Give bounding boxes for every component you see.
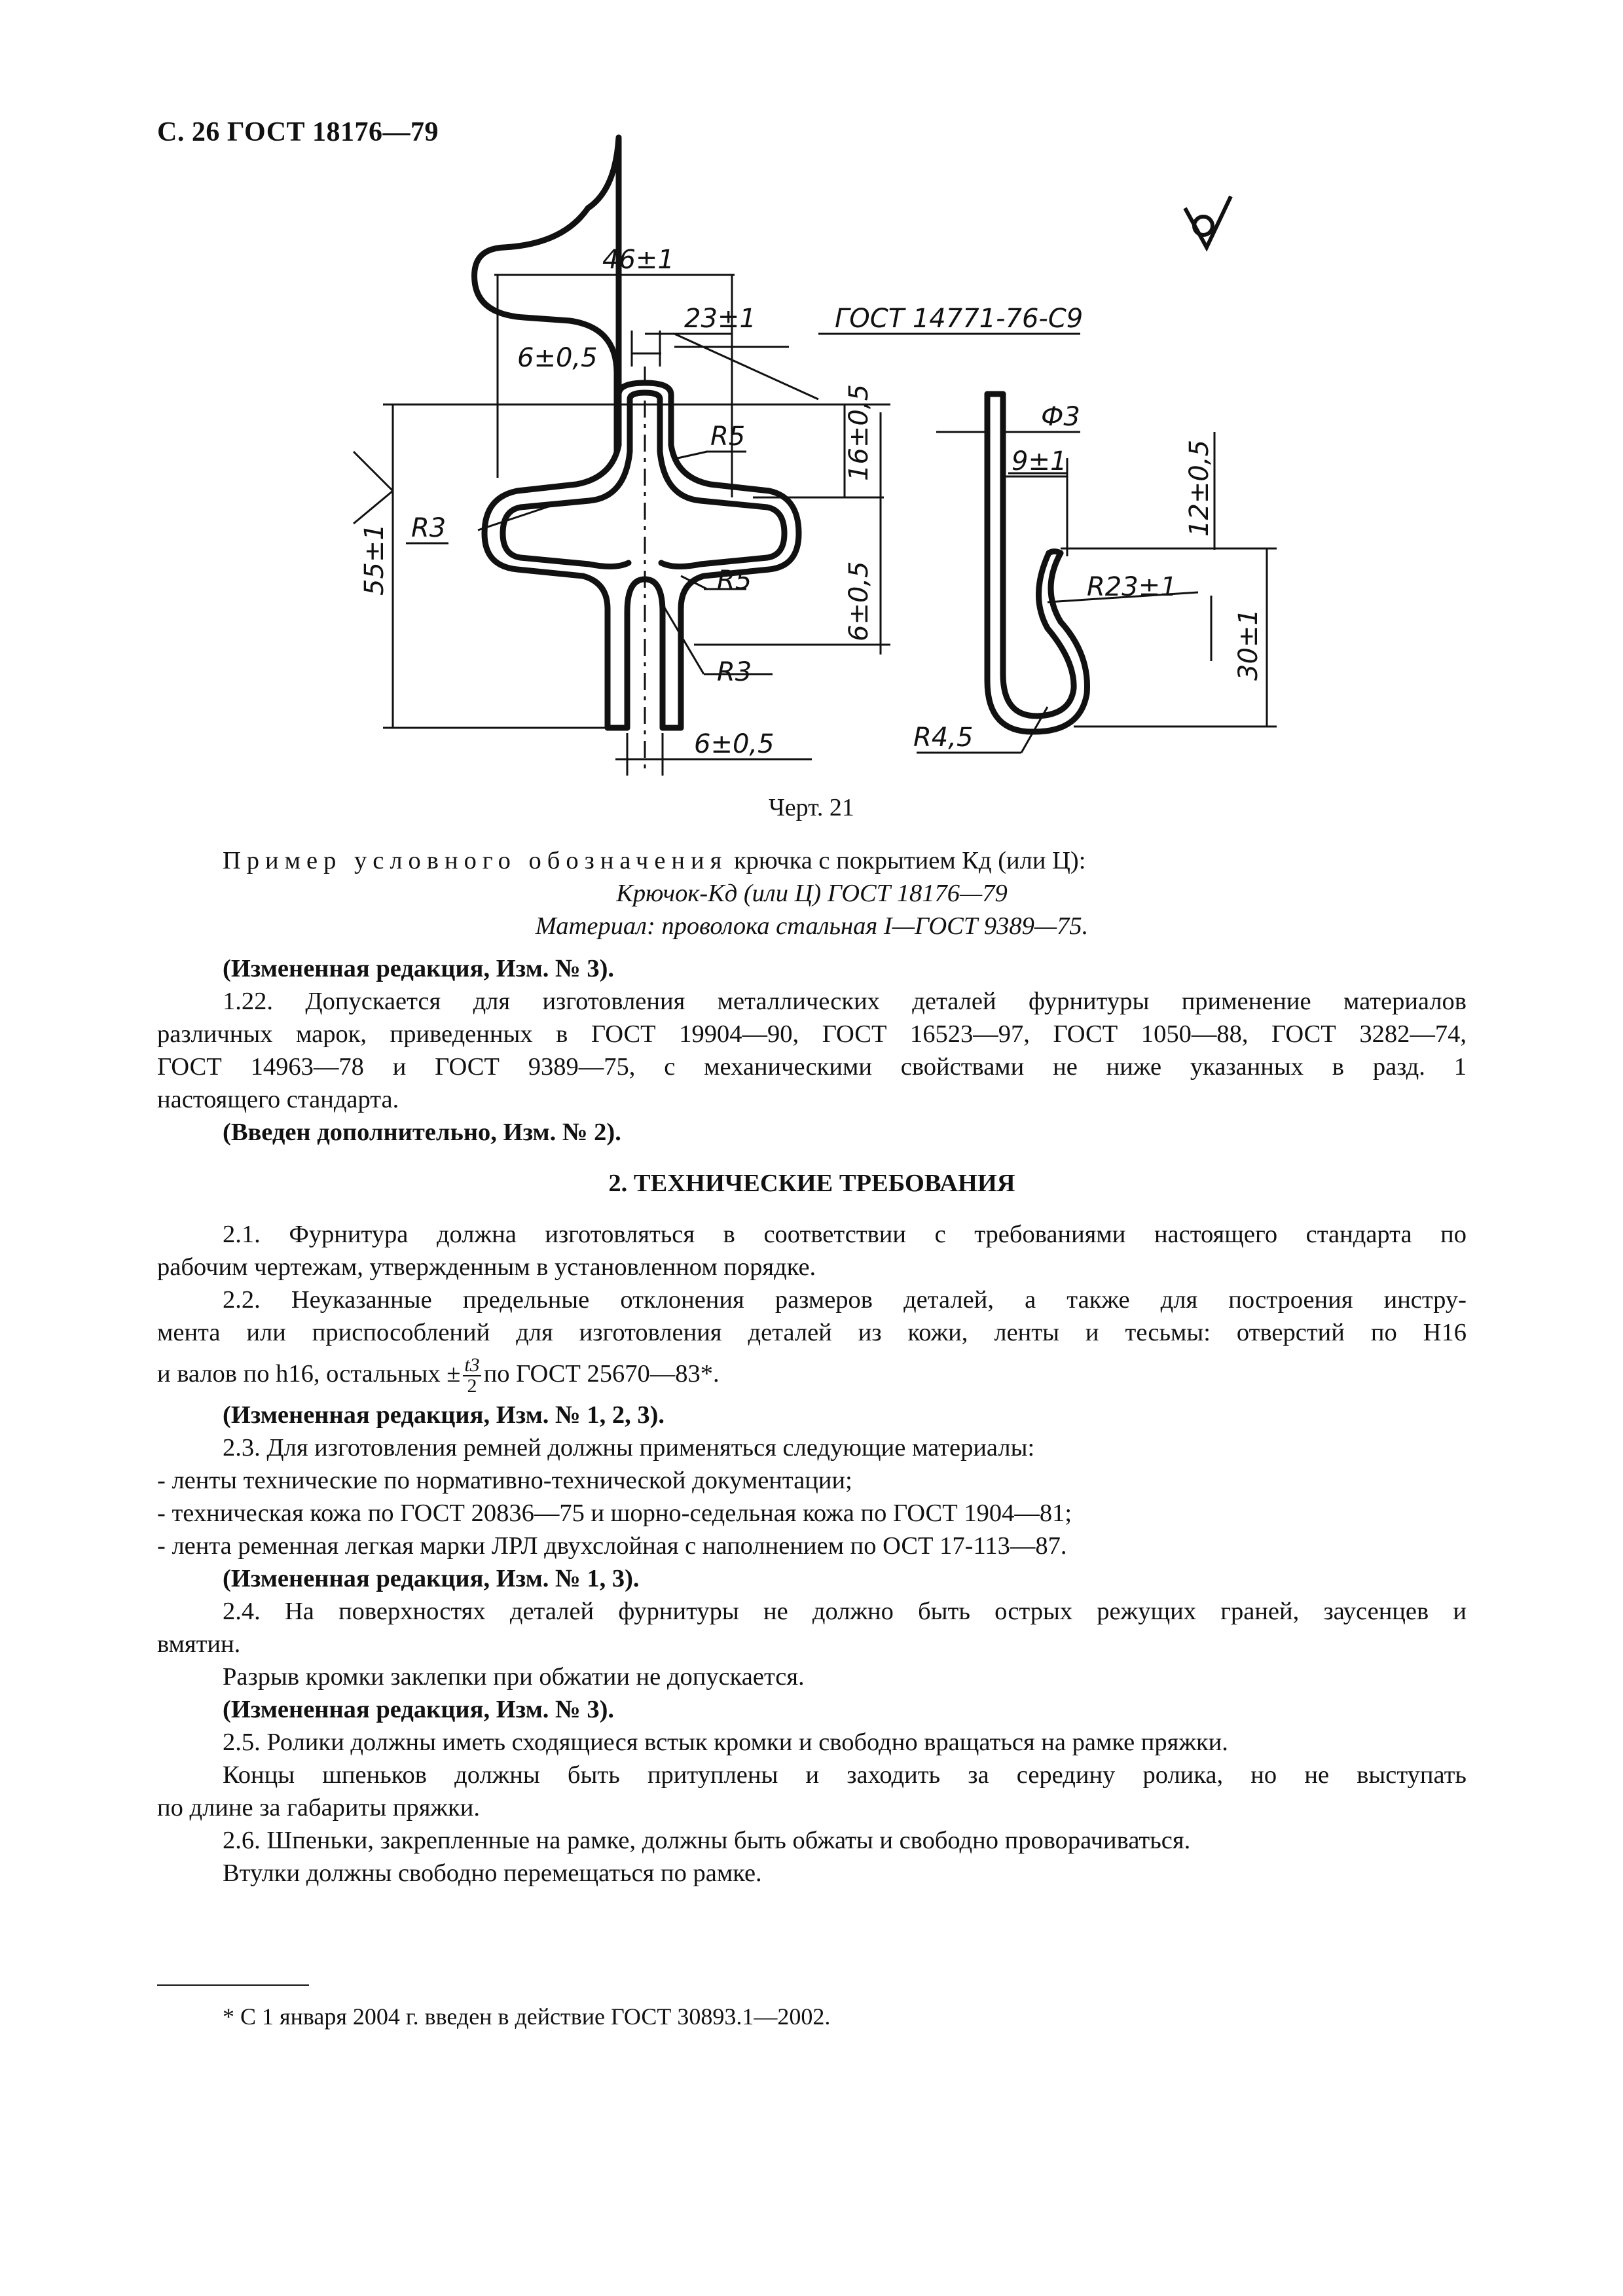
gost-wire-label: ГОСТ 14771-76-С9 (835, 304, 1084, 334)
amendment-1: (Измененная редакция, Изм. № 3). (223, 955, 615, 982)
para-1-22-a: 1.22. Допускается для изготовления металлических деталей фурнитуры применение материалов (223, 988, 1467, 1015)
para-2-3: 2.3. Для изготовления ремней должны применяться следующие материалы: (223, 1434, 1035, 1462)
para-2-2-b: мента или приспособлений для изготовления деталей из кожи, ленты и тесьмы: отверстий по Н16 (157, 1319, 1467, 1346)
footnote: * С 1 января 2004 г. введен в действие ГОСТ 30893.1—2002. (223, 2003, 831, 2030)
dim-23: 23±1 (684, 304, 756, 334)
fraction-numerator: t3 (464, 1354, 480, 1376)
amendment-2: (Введен дополнительно, Изм. № 2). (223, 1119, 621, 1146)
amendment-5: (Измененная редакция, Изм. № 3). (223, 1696, 615, 1723)
para-1-22-d: настоящего стандарта. (157, 1086, 399, 1113)
r3-lower: R3 (717, 657, 752, 687)
dim-6-top: 6±0,5 (517, 343, 598, 373)
para-2-4-c: Разрыв кромки заклепки при обжатии не допускается. (223, 1663, 805, 1691)
r23: R23±1 (1087, 572, 1177, 602)
para-2-6-a: 2.6. Шпеньки, закрепленные на рамке, должны быть обжаты и свободно проворачиваться. (223, 1827, 1191, 1854)
para-2-2-c-pre: и валов по h16, остальных ± (157, 1360, 461, 1388)
para-2-2-c (157, 1349, 1467, 1399)
r4-5: R4,5 (913, 723, 974, 753)
r3-left: R3 (411, 513, 447, 543)
para-2-6-b: Втулки должны свободно перемещаться по рамке. (223, 1859, 762, 1887)
list-item-2: - техническая кожа по ГОСТ 20836—75 и шорно-седельная кожа по ГОСТ 1904—81; (157, 1499, 1072, 1527)
example-rest: крючка с покрытием Кд (или Ц): (727, 847, 1086, 874)
amendment-3: (Измененная редакция, Изм. № 1, 2, 3). (223, 1401, 665, 1429)
r5-upper: R5 (710, 422, 746, 452)
example-line-1: Крючок-Кд (или Ц) ГОСТ 18176—79 (616, 880, 1008, 907)
technical-drawing (0, 0, 1623, 825)
para-2-2-a: 2.2. Неуказанные предельные отклонения размеров деталей, а также для построения инстру- (223, 1286, 1467, 1314)
fraction-denominator: 2 (467, 1375, 477, 1397)
para-2-5-a: 2.5. Ролики должны иметь сходящиеся встык кромки и свободно вращаться на рамке пряжки. (223, 1729, 1228, 1756)
para-2-2-c-post: по ГОСТ 25670—83*. (483, 1360, 720, 1388)
designation-example (157, 844, 1467, 942)
para-2-5-c: по длине за габариты пряжки. (157, 1794, 480, 1821)
para-2-5-b: Концы шпеньков должны быть притуплены и заходить за середину ролика, но не выступать (223, 1761, 1467, 1789)
list-item-3: - лента ременная легкая марки ЛРЛ двухслойная с наполнением по ОСТ 17-113—87. (157, 1532, 1067, 1560)
section-title: 2. ТЕХНИЧЕСКИЕ ТРЕБОВАНИЯ (608, 1170, 1015, 1197)
left-dimension-lines (354, 275, 1080, 776)
page-header: С. 26 ГОСТ 18176—79 (157, 117, 439, 147)
para-2-4-a: 2.4. На поверхностях деталей фурнитуры не должно быть острых режущих граней, заусенцев и (223, 1598, 1467, 1625)
tolerance-fraction (463, 1355, 481, 1396)
figure-caption: Черт. 21 (769, 794, 854, 821)
dim-46: 46±1 (602, 245, 674, 275)
para-2-1-b: рабочим чертежам, утвержденным в установленном порядке. (157, 1253, 816, 1281)
footnote-rule (157, 1984, 309, 1986)
dim-6-right: 6±0,5 (844, 561, 874, 641)
hook-side-view (987, 394, 1087, 732)
para-1-22-c: ГОСТ 14963—78 и ГОСТ 9389—75, с механическими свойствами не ниже указанных в разд. 1 (157, 1053, 1467, 1081)
list-item-1: - ленты технические по нормативно-технической документации; (157, 1467, 852, 1494)
para-2-1-a: 2.1. Фурнитура должна изготовляться в соответствии с требованиями настоящего стандарта по (223, 1221, 1467, 1248)
example-spaced: Пример условного обозначения (223, 847, 728, 874)
dim-9: 9±1 (1012, 446, 1067, 476)
dim-55: 55±1 (359, 524, 390, 596)
dim-16: 16±0,5 (844, 384, 874, 481)
para-1-22-b: различных марок, приведенных в ГОСТ 19904—90, ГОСТ 16523—97, ГОСТ 1050—88, ГОСТ 3282—74, (157, 1020, 1467, 1048)
r5-lower: R5 (717, 565, 752, 596)
dim-6-bottom: 6±0,5 (694, 729, 775, 759)
phi-3: Ф3 (1041, 402, 1080, 432)
body-text (157, 952, 1467, 1890)
dim-30: 30±1 (1233, 609, 1264, 681)
dim-12: 12±0,5 (1184, 439, 1214, 537)
example-line-2: Материал: проволока стальная I—ГОСТ 9389—75. (535, 912, 1089, 940)
amendment-4: (Измененная редакция, Изм. № 1, 3). (223, 1565, 640, 1592)
roughness-mark-icon (1185, 196, 1231, 247)
para-2-4-b: вмятин. (157, 1630, 241, 1658)
